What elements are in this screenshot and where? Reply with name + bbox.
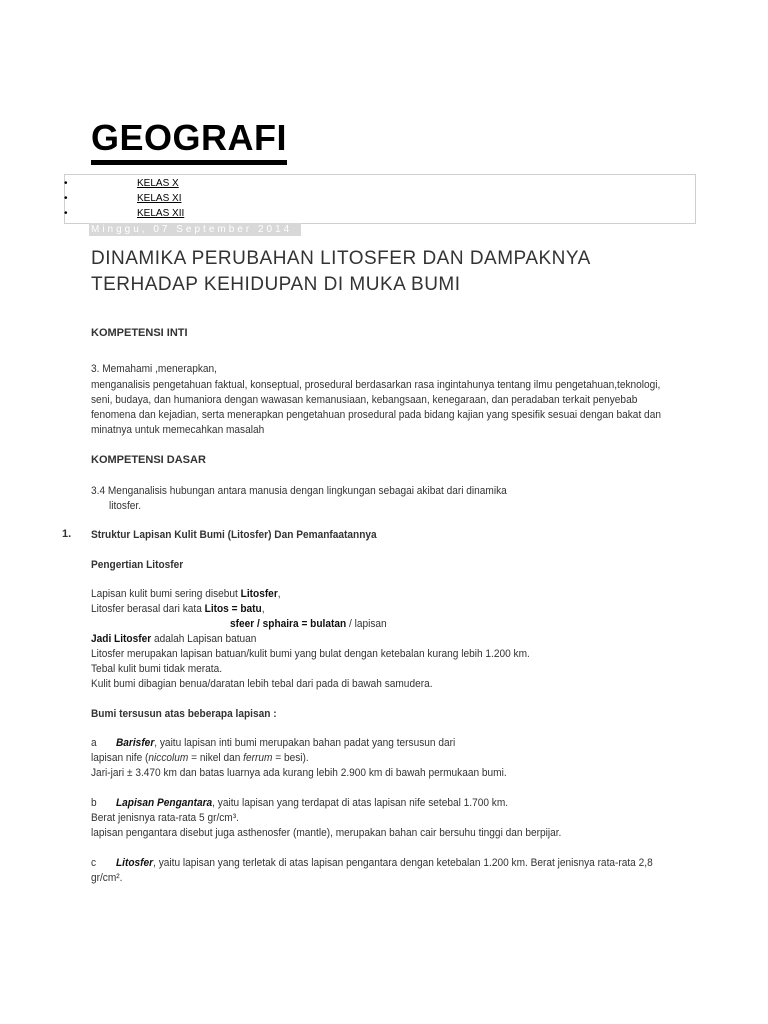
section-number: 1. xyxy=(62,528,72,540)
list-letter: b xyxy=(91,797,97,809)
post-title-line: TERHADAP KEHIDUPAN DI MUKA BUMI xyxy=(91,274,461,295)
ki-text-line: minatnya untuk memecahkan masalah xyxy=(91,424,265,436)
bullet-icon: • xyxy=(64,208,68,219)
layer-a-line: Jari-jari ± 3.470 km dan batas luarnya ada kurang lebih 2.900 km di bawah permukaan bumi. xyxy=(91,767,507,779)
post-title xyxy=(91,246,711,298)
kd-text-line: 3.4 Menganalisis hubungan antara manusia dengan lingkungan sebagai akibat dari dinamika xyxy=(91,485,507,497)
paragraph-line: Lapisan kulit bumi sering disebut Litosfer, xyxy=(91,588,281,600)
paragraph-line: Jadi Litosfer adalah Lapisan batuan xyxy=(91,633,257,645)
ki-text-line: menganalisis pengetahuan faktual, konseptual, prosedural berdasarkan rasa ingintahunya tentang ilmu pengetahuan,teknologi, xyxy=(91,379,661,391)
layer-a-line: Barisfer, yaitu lapisan inti bumi merupakan bahan padat yang tersusun dari xyxy=(116,737,456,749)
kd-text-line: litosfer. xyxy=(109,500,142,512)
ki-text-line: seni, budaya, dan humaniora dengan wawasan kemanusiaan, kebangsaan, kenegaraan, dan peradaban terkait penyebab xyxy=(91,394,638,406)
nav-link-kelas-xii[interactable]: KELAS XII xyxy=(137,208,185,219)
bullet-icon: • xyxy=(64,178,68,189)
class-nav xyxy=(64,174,696,224)
nav-link-kelas-xi[interactable]: KELAS XI xyxy=(137,193,182,204)
pengertian-heading: Pengertian Litosfer xyxy=(91,559,184,571)
paragraph-line: Litosfer merupakan lapisan batuan/kulit bumi yang bulat dengan ketebalan kurang lebih 1.200 km. xyxy=(91,648,530,660)
layer-b-line: Lapisan Pengantara, yaitu lapisan yang terdapat di atas lapisan nife setebal 1.700 km. xyxy=(116,797,509,809)
paragraph-line: sfeer / sphaira = bulatan / lapisan xyxy=(230,618,387,630)
section-title: Struktur Lapisan Kulit Bumi (Litosfer) Dan Pemanfaatannya xyxy=(91,529,377,541)
post-title-line: DINAMIKA PERUBAHAN LITOSFER DAN DAMPAKNYA xyxy=(91,248,591,269)
ki-heading: KOMPETENSI INTI xyxy=(91,327,188,339)
blog-title: GEOGRAFI xyxy=(91,118,287,165)
layer-b-line: Berat jenisnya rata-rata 5 gr/cm³. xyxy=(91,812,239,824)
layer-c-line: Litosfer, yaitu lapisan yang terletak di atas lapisan pengantara dengan ketebalan 1.200 km. Berat jenisnya rata-rata 2,8 xyxy=(116,857,653,869)
layer-c-line: gr/cm². xyxy=(91,872,123,884)
kd-heading: KOMPETENSI DASAR xyxy=(91,454,206,466)
ki-text-line: fenomena dan kejadian, serta menerapkan pengetahuan prosedural pada bidang kajian yang spesifik sesuai dengan bakat dan xyxy=(91,409,661,421)
layer-b-line: lapisan pengantara disebut juga asthenosfer (mantle), merupakan bahan cair bersuhu tinggi dan berpijar. xyxy=(91,827,562,839)
list-letter: c xyxy=(91,857,97,869)
paragraph-line: Litosfer berasal dari kata Litos = batu, xyxy=(91,603,265,615)
bullet-icon: • xyxy=(64,193,68,204)
post-date: Minggu, 07 September 2014 xyxy=(89,223,301,236)
paragraph-line: Tebal kulit bumi tidak merata. xyxy=(91,663,223,675)
ki-text-line: 3. Memahami ,menerapkan, xyxy=(91,363,217,375)
list-letter: a xyxy=(91,737,97,749)
paragraph-line: Kulit bumi dibagian benua/daratan lebih tebal dari pada di bawah samudera. xyxy=(91,678,433,690)
layer-a-line: lapisan nife (niccolum = nikel dan ferrum = besi). xyxy=(91,752,309,764)
nav-link-kelas-x[interactable]: KELAS X xyxy=(137,178,179,189)
lapisan-heading: Bumi tersusun atas beberapa lapisan : xyxy=(91,708,277,720)
